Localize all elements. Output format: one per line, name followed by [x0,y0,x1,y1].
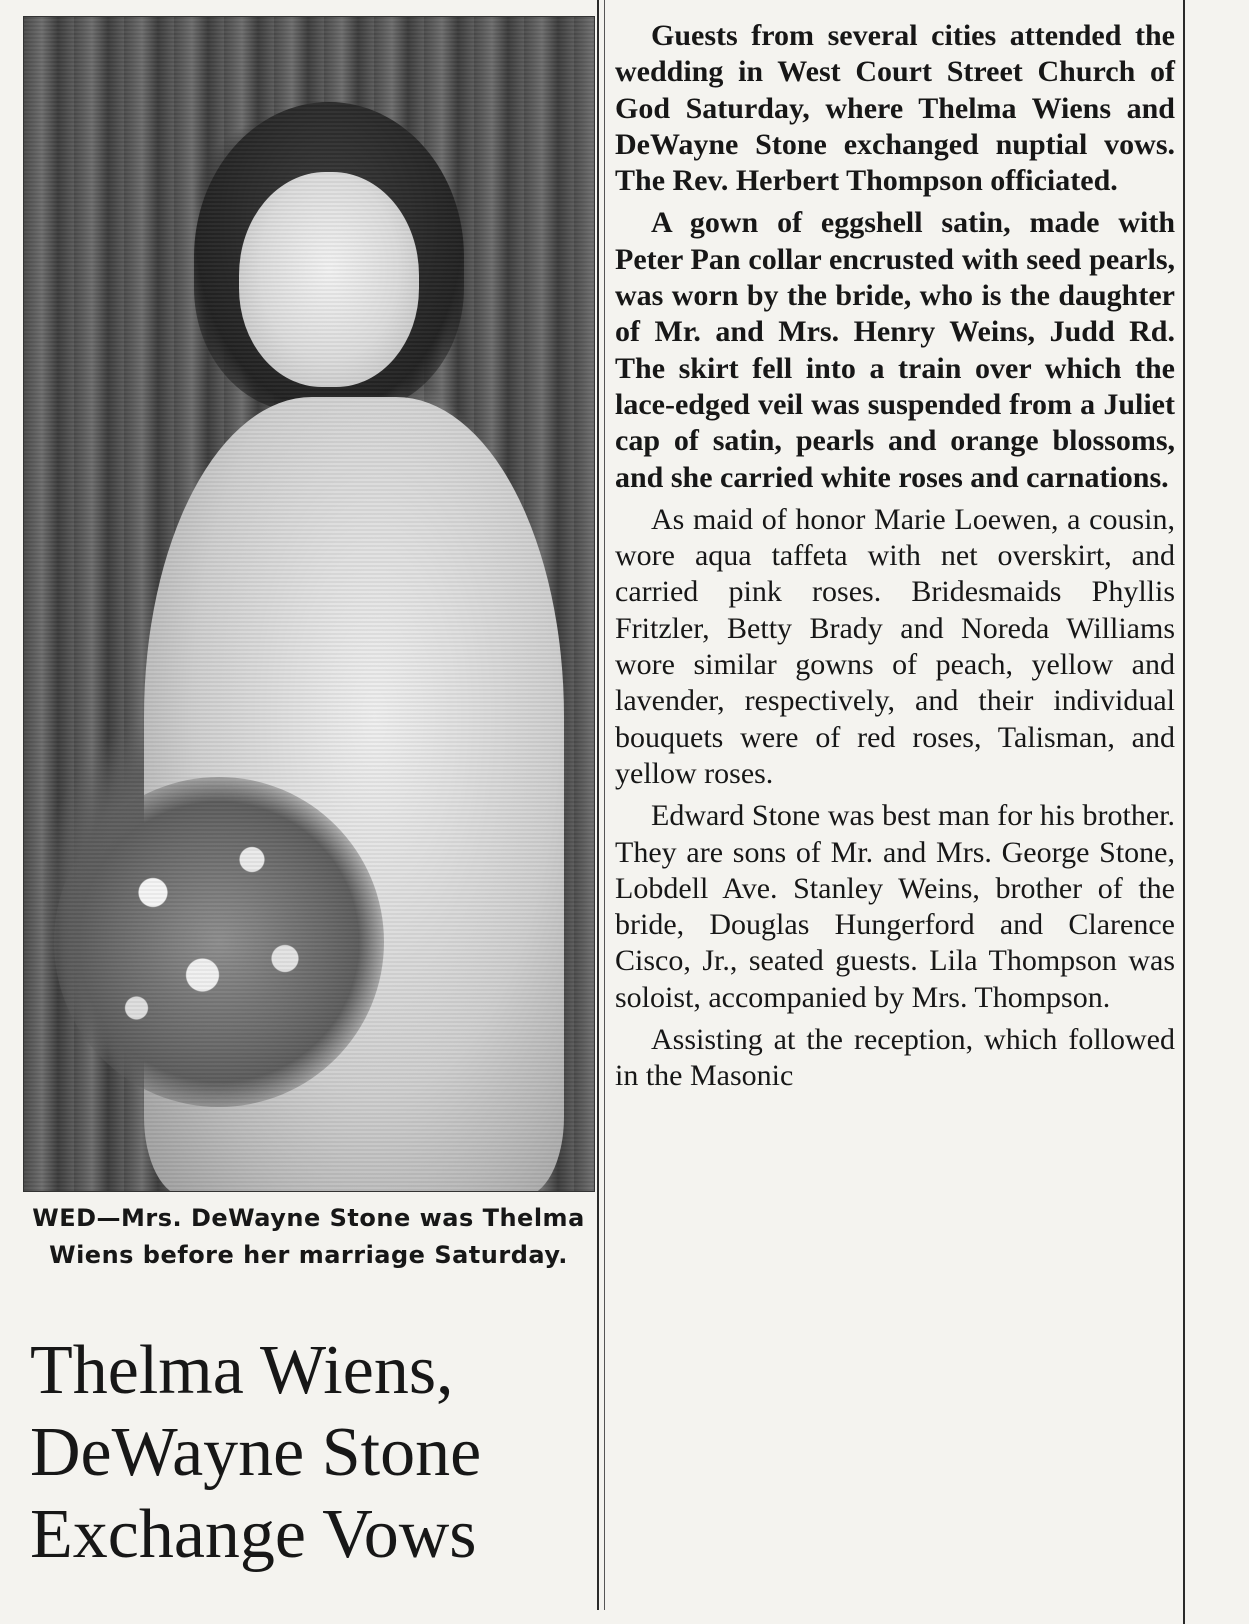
article-paragraph-2: A gown of eggshell satin, made with Peter Pan collar encrusted with seed pearls, was worn by the bride, who is the daughter of Mr. and Mrs. Henry Weins, Judd Rd. The skirt fell into a train over which the lace-edged veil was suspended from a Juliet cap of satin, pearls and orange blossoms, and she carried white roses and carnations. [615,206,1175,494]
bride-photo [23,16,595,1192]
headline-line-1: Thelma Wiens, [30,1332,454,1409]
article-paragraph-1: Guests from several cities attended the wedding in West Court Street Church of God Saturday, where Thelma Wiens and DeWayne Stone exchanged nuptial vows. The Rev. Herbert Thompson officiated. [615,19,1175,198]
headline-line-2: DeWayne Stone [30,1414,482,1491]
right-border-rule [1183,0,1185,1624]
headline-line-3: Exchange Vows [30,1496,477,1573]
column-divider [597,0,599,1610]
article-paragraph-4: Edward Stone was best man for his brother. They are sons of Mr. and Mrs. George Stone, Lobdell Ave. Stanley Weins, brother of the bride, Douglas Hungerford and Clarence Cisco, Jr., seated guests. Lila Thompson was soloist, accompanied by Mrs. Thompson. [615,799,1175,1014]
photo-caption: WED—Mrs. DeWayne Stone was Thelma Wiens before her marriage Saturday. [32,1204,585,1269]
photo-column [18,10,596,1614]
article-body [615,18,1175,1618]
article-paragraph-3: As maid of honor Marie Loewen, a cousin, wore aqua taffeta with net overskirt, and carried pink roses. Bridesmaids Phyllis Fritzler, Betty Brady and Noreda Williams wore similar gowns of peach, yellow and lavender, respectively, and their individual bouquets were of red roses, Talisman, and yellow roses. [615,502,1175,790]
column-divider-secondary [604,0,605,1610]
article-paragraph-5: Assisting at the reception, which followed in the Masonic [615,1023,1175,1093]
article-headline [30,1330,600,1576]
